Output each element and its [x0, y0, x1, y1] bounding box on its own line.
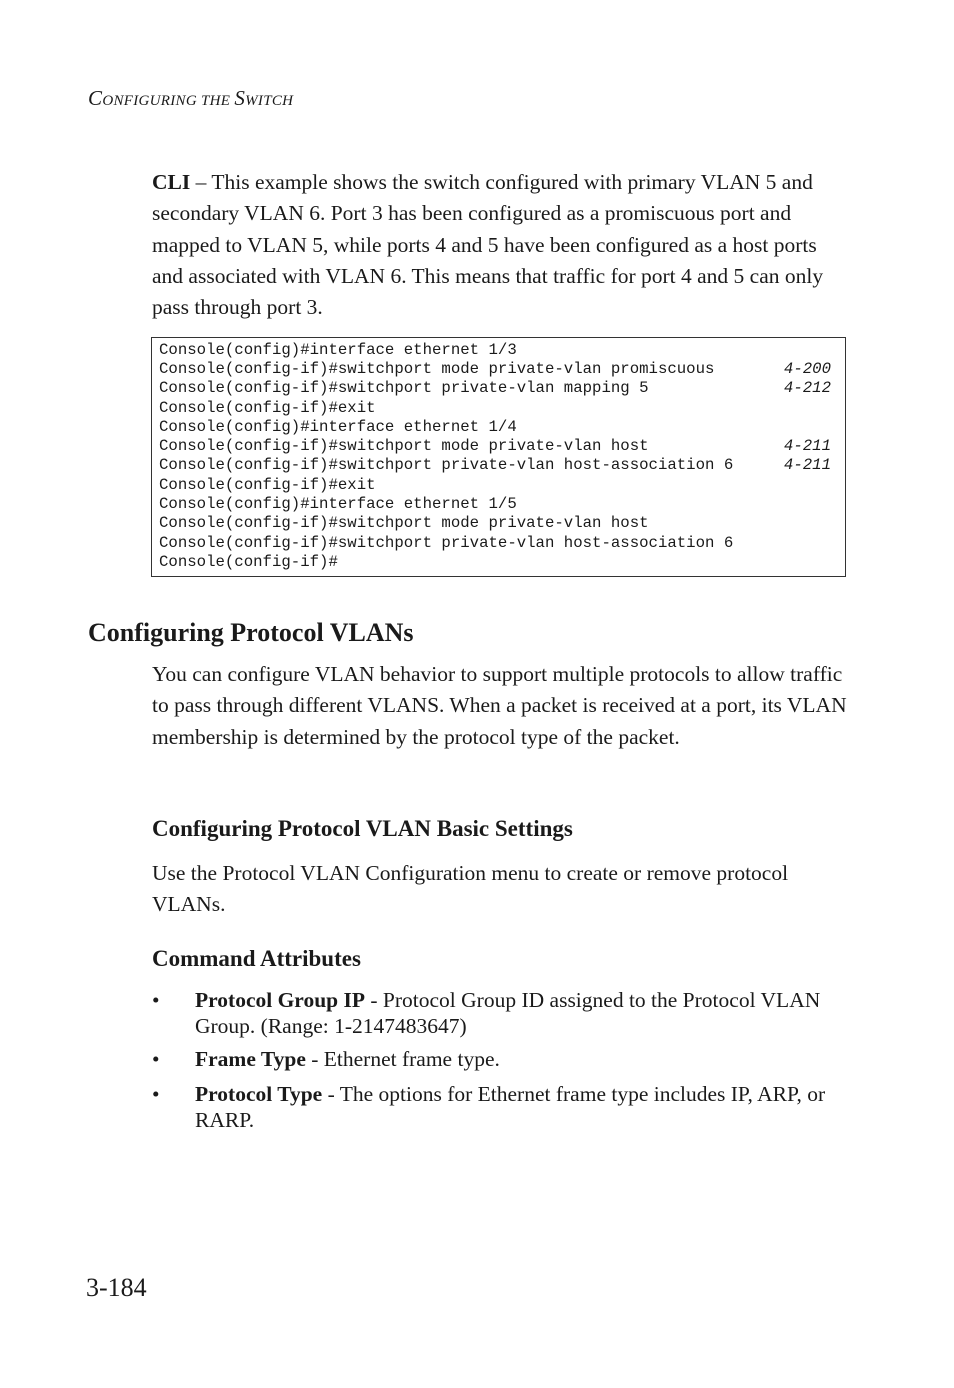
code-command: Console(config-if)# [159, 553, 338, 571]
running-head-part-2: WITCH [245, 93, 294, 109]
code-line [159, 495, 839, 514]
code-line [159, 514, 839, 533]
section-heading: Configuring Protocol VLANs [88, 618, 414, 647]
running-head [88, 86, 293, 111]
code-line [159, 456, 839, 475]
code-command: Console(config-if)#switchport private-vlan host-association 6 [159, 534, 734, 552]
code-command: Console(config)#interface ethernet 1/3 [159, 341, 517, 359]
code-command: Console(config-if)#switchport private-vlan host-association 6 [159, 456, 734, 474]
code-reference: 4-211 [783, 437, 831, 455]
code-command: Console(config)#interface ethernet 1/5 [159, 495, 517, 513]
subsection-heading: Configuring Protocol VLAN Basic Settings [152, 816, 573, 841]
cli-code-block [151, 337, 846, 577]
bullet-icon: • [152, 988, 160, 1012]
code-command: Console(config-if)#exit [159, 399, 376, 417]
cli-label: CLI [152, 170, 191, 194]
attribute-text [195, 1081, 835, 1133]
page-number: 3-184 [86, 1273, 147, 1302]
attribute-term: Protocol Group IP [195, 988, 366, 1012]
code-reference: 4-200 [783, 360, 831, 378]
bullet-icon: • [152, 1082, 160, 1106]
running-head-initial-s: S [234, 86, 246, 110]
code-line [159, 418, 839, 437]
cli-intro-paragraph [152, 167, 852, 323]
bullet-icon: • [152, 1047, 160, 1071]
attributes-heading: Command Attributes [152, 946, 361, 971]
attribute-term: Frame Type [195, 1047, 306, 1071]
section-body-paragraph: You can configure VLAN behavior to support multiple protocols to allow traffic to pass through different VLANS. When a packet is received at a port, its VLAN membership is determined by the protocol type of the packet. [152, 662, 847, 749]
code-command: Console(config-if)#switchport mode private-vlan promiscuous [159, 360, 715, 378]
attribute-desc: - The options for Ethernet frame type includes IP, ARP, or RARP. [195, 1082, 826, 1132]
code-reference: 4-211 [783, 456, 831, 474]
code-reference: 4-212 [783, 379, 831, 397]
code-line [159, 341, 839, 360]
code-command: Console(config-if)#switchport private-vlan mapping 5 [159, 379, 649, 397]
code-line [159, 553, 839, 572]
code-line [159, 379, 839, 398]
running-head-part-1: ONFIGURING THE [102, 93, 235, 109]
code-command: Console(config)#interface ethernet 1/4 [159, 418, 517, 436]
code-command: Console(config-if)#switchport mode private-vlan host [159, 437, 649, 455]
running-head-initial-c: C [88, 86, 103, 110]
code-command: Console(config-if)#switchport mode private-vlan host [159, 514, 649, 532]
attribute-term: Protocol Type [195, 1082, 323, 1106]
subsection-body-paragraph: Use the Protocol VLAN Configuration menu to create or remove protocol VLANs. [152, 861, 789, 917]
code-line [159, 534, 839, 553]
attribute-text [195, 987, 835, 1039]
code-command: Console(config-if)#exit [159, 476, 376, 494]
code-line [159, 399, 839, 418]
code-line [159, 360, 839, 379]
code-line [159, 476, 839, 495]
attribute-text [195, 1046, 835, 1072]
cli-intro-text: – This example shows the switch configured with primary VLAN 5 and secondary VLAN 6. Port 3 has been configured as a promiscuous port and mapped to VLAN 5, while ports 4 and 5 have been configured as a host ports and associated with VLAN 6. This means that traffic for port 4 and 5 can only pass through port 3. [152, 170, 824, 320]
attribute-desc: - Protocol Group ID assigned to the Protocol VLAN Group. (Range: 1-2147483647) [195, 988, 821, 1038]
code-line [159, 437, 839, 456]
attribute-desc: - Ethernet frame type. [305, 1047, 500, 1071]
